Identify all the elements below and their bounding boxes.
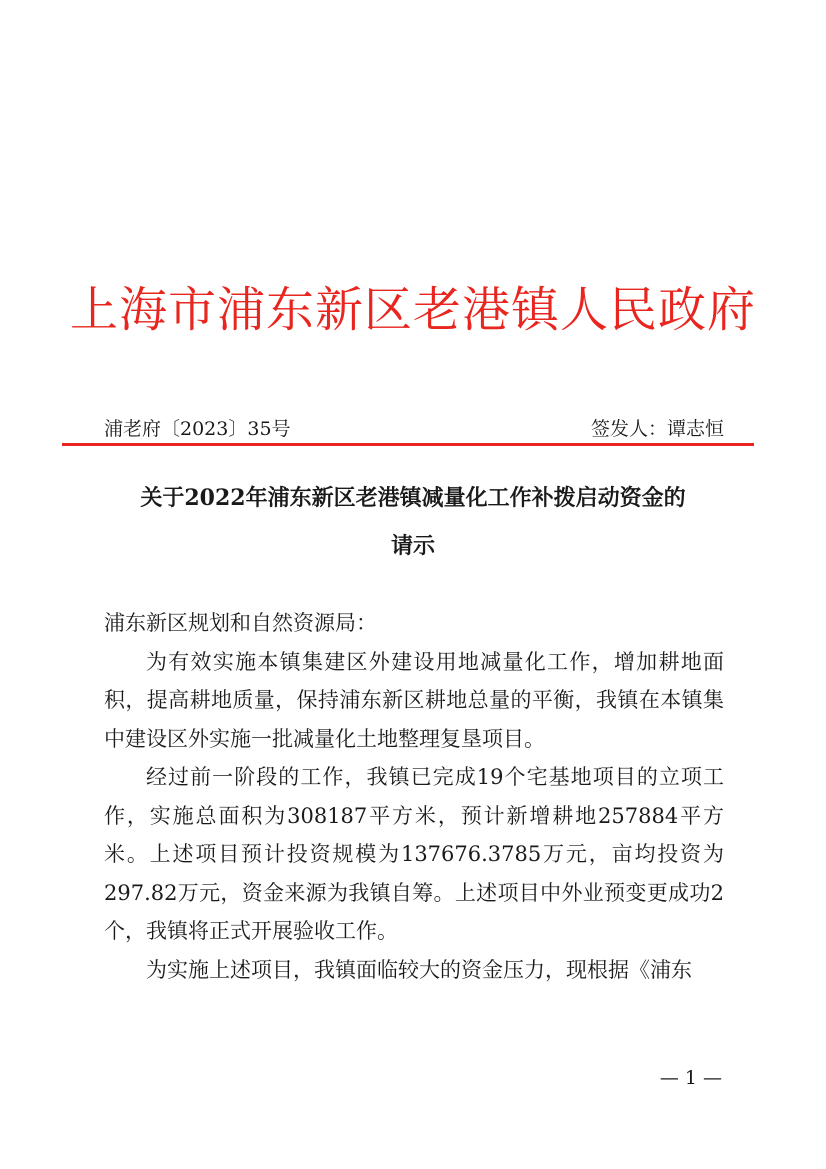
document-meta-line xyxy=(104,414,724,444)
document-title-line-2: 请示 xyxy=(390,533,435,559)
document-title xyxy=(60,474,766,570)
document-title-line-1: 关于2022年浦东新区老港镇减量化工作补拨启动资金的 xyxy=(140,485,686,511)
issuing-authority-title: 上海市浦东新区老港镇人民政府 xyxy=(69,282,756,338)
body-paragraph-3: 为实施上述项目，我镇面临较大的资金压力，现根据《浦东 xyxy=(146,957,692,982)
body-paragraph-1: 为有效实施本镇集建区外建设用地减量化工作，增加耕地面积，提高耕地质量，保持浦东新区耕地总量的平衡，我镇在本镇集中建设区外实施一批减量化土地整理复垦项目。 xyxy=(104,649,724,751)
body-paragraph-2: 经过前一阶段的工作，我镇已完成19个宅基地项目的立项工作，实施总面积为308187平方米，预计新增耕地257884平方米。上述项目预计投资规模为137676.3785万元，亩均投资为297.82万元，资金来源为我镇自筹。上述项目中外业预变更成功2个，我镇将正式开展验收工作。 xyxy=(104,765,724,943)
page-number: — 1 — xyxy=(659,1067,722,1089)
addressee: 浦东新区规划和自然资源局： xyxy=(104,611,377,635)
document-number: 浦老府〔2023〕35号 xyxy=(104,418,291,440)
signer: 签发人：谭志恒 xyxy=(590,418,724,440)
document-body xyxy=(104,604,724,989)
red-divider-line xyxy=(62,443,754,446)
